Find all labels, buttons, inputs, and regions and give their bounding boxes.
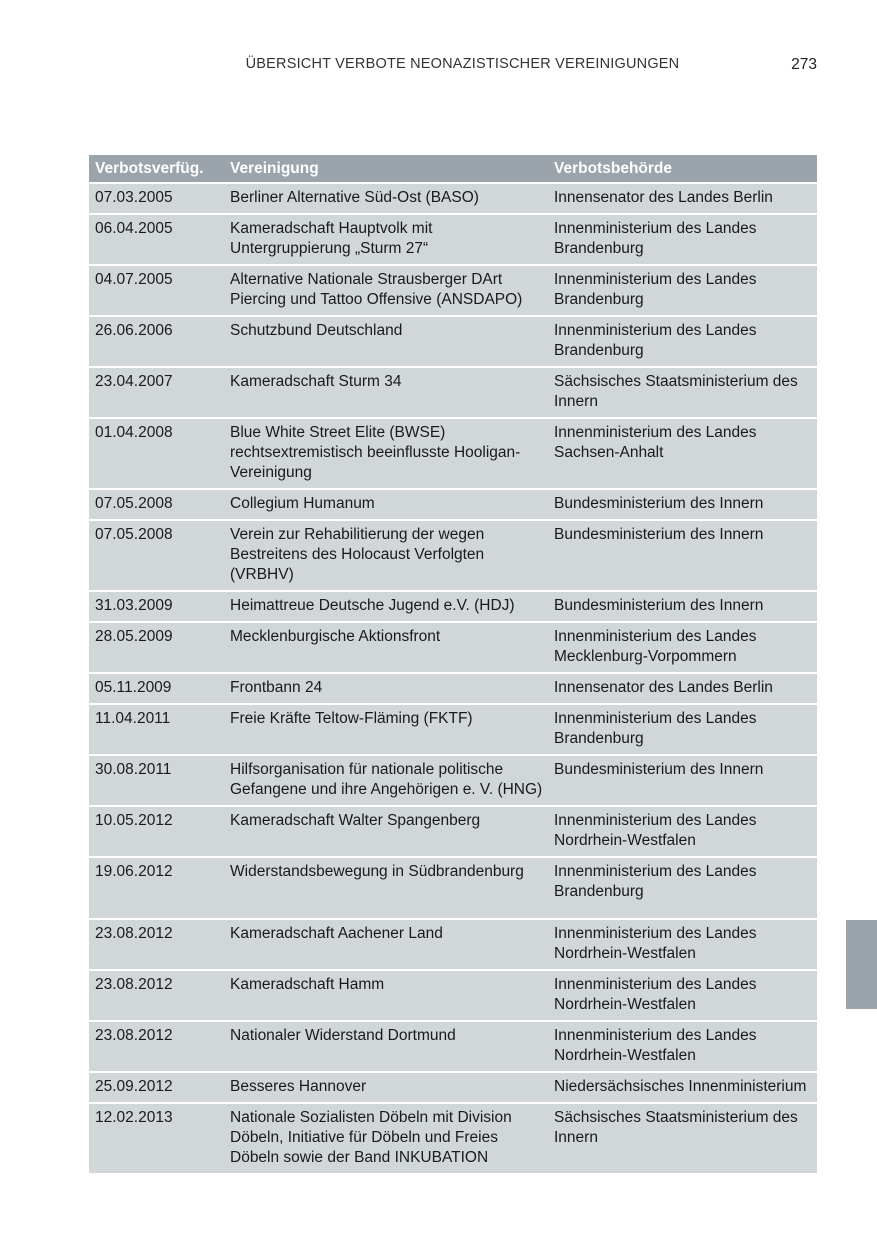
cell-organization: Kameradschaft Walter Spangenberg bbox=[224, 806, 548, 857]
cell-authority: Innenministerium des Landes Nordrhein-Westfalen bbox=[548, 970, 817, 1021]
table-row bbox=[89, 1021, 817, 1072]
cell-date: 26.06.2006 bbox=[89, 316, 224, 367]
cell-organization: Heimattreue Deutsche Jugend e.V. (HDJ) bbox=[224, 591, 548, 622]
cell-date: 01.04.2008 bbox=[89, 418, 224, 489]
cell-date: 07.05.2008 bbox=[89, 520, 224, 591]
table-header-row bbox=[89, 155, 817, 183]
cell-organization: Alternative Nationale Strausberger DArt Piercing und Tattoo Offensive (ANSDAPO) bbox=[224, 265, 548, 316]
cell-organization: Widerstandsbewegung in Südbrandenburg bbox=[224, 857, 548, 919]
cell-organization: Hilfsorganisation für nationale politische Gefangene und ihre Angehörigen e. V. (HNG) bbox=[224, 755, 548, 806]
ban-table bbox=[89, 155, 817, 1173]
cell-date: 07.03.2005 bbox=[89, 183, 224, 214]
running-head: ÜBERSICHT VERBOTE NEONAZISTISCHER VEREINIGUNGEN bbox=[245, 56, 680, 72]
cell-organization: Schutzbund Deutschland bbox=[224, 316, 548, 367]
header-organization: Vereinigung bbox=[224, 155, 548, 183]
cell-authority: Sächsisches Staatsministerium des Innern bbox=[548, 367, 817, 418]
cell-date: 10.05.2012 bbox=[89, 806, 224, 857]
cell-date: 25.09.2012 bbox=[89, 1072, 224, 1103]
table-row bbox=[89, 622, 817, 673]
cell-authority: Innensenator des Landes Berlin bbox=[548, 673, 817, 704]
cell-date: 11.04.2011 bbox=[89, 704, 224, 755]
cell-date: 04.07.2005 bbox=[89, 265, 224, 316]
cell-authority: Innensenator des Landes Berlin bbox=[548, 183, 817, 214]
cell-organization: Collegium Humanum bbox=[224, 489, 548, 520]
cell-date: 23.08.2012 bbox=[89, 919, 224, 970]
cell-organization: Nationaler Widerstand Dortmund bbox=[224, 1021, 548, 1072]
cell-organization: Besseres Hannover bbox=[224, 1072, 548, 1103]
cell-authority: Bundesministerium des Innern bbox=[548, 489, 817, 520]
table-row bbox=[89, 591, 817, 622]
cell-authority: Innenministerium des Landes Brandenburg bbox=[548, 704, 817, 755]
cell-authority: Innenministerium des Landes Sachsen-Anhalt bbox=[548, 418, 817, 489]
cell-date: 23.08.2012 bbox=[89, 970, 224, 1021]
table-row bbox=[89, 489, 817, 520]
cell-date: 30.08.2011 bbox=[89, 755, 224, 806]
table-row bbox=[89, 183, 817, 214]
cell-organization: Kameradschaft Sturm 34 bbox=[224, 367, 548, 418]
cell-date: 07.05.2008 bbox=[89, 489, 224, 520]
cell-organization: Nationale Sozialisten Döbeln mit Division Döbeln, Initiative für Döbeln und Freies Döbeln sowie der Band INKUBATION bbox=[224, 1103, 548, 1173]
cell-authority: Niedersächsisches Innenministerium bbox=[548, 1072, 817, 1103]
cell-authority: Innenministerium des Landes Mecklenburg-Vorpommern bbox=[548, 622, 817, 673]
cell-organization: Mecklenburgische Aktionsfront bbox=[224, 622, 548, 673]
table-header bbox=[89, 155, 817, 183]
page-number: 273 bbox=[791, 56, 817, 73]
table-row bbox=[89, 970, 817, 1021]
cell-organization: Blue White Street Elite (BWSE) rechtsextremistisch beeinflusste Hooligan-Vereinigung bbox=[224, 418, 548, 489]
cell-authority: Innenministerium des Landes Brandenburg bbox=[548, 214, 817, 265]
table-row bbox=[89, 367, 817, 418]
cell-date: 12.02.2013 bbox=[89, 1103, 224, 1173]
cell-date: 28.05.2009 bbox=[89, 622, 224, 673]
table-row bbox=[89, 520, 817, 591]
table-row bbox=[89, 214, 817, 265]
table-row bbox=[89, 265, 817, 316]
cell-organization: Kameradschaft Hamm bbox=[224, 970, 548, 1021]
table-row bbox=[89, 755, 817, 806]
cell-organization: Frontbann 24 bbox=[224, 673, 548, 704]
cell-authority: Innenministerium des Landes Brandenburg bbox=[548, 316, 817, 367]
cell-authority: Bundesministerium des Innern bbox=[548, 520, 817, 591]
header-date: Verbotsverfüg. bbox=[89, 155, 224, 183]
cell-date: 31.03.2009 bbox=[89, 591, 224, 622]
cell-authority: Innenministerium des Landes Brandenburg bbox=[548, 857, 817, 919]
cell-authority: Bundesministerium des Innern bbox=[548, 755, 817, 806]
cell-organization: Kameradschaft Aachener Land bbox=[224, 919, 548, 970]
cell-date: 23.08.2012 bbox=[89, 1021, 224, 1072]
table-row bbox=[89, 1103, 817, 1173]
cell-authority: Innenministerium des Landes Nordrhein-Westfalen bbox=[548, 1021, 817, 1072]
table-row bbox=[89, 704, 817, 755]
cell-organization: Kameradschaft Hauptvolk mit Untergruppierung „Sturm 27“ bbox=[224, 214, 548, 265]
cell-date: 05.11.2009 bbox=[89, 673, 224, 704]
cell-authority: Innenministerium des Landes Nordrhein-Westfalen bbox=[548, 919, 817, 970]
cell-organization: Berliner Alternative Süd-Ost (BASO) bbox=[224, 183, 548, 214]
table-row bbox=[89, 316, 817, 367]
cell-authority: Bundesministerium des Innern bbox=[548, 591, 817, 622]
cell-authority: Innenministerium des Landes Brandenburg bbox=[548, 265, 817, 316]
chapter-thumb-tab bbox=[846, 920, 877, 1009]
cell-date: 19.06.2012 bbox=[89, 857, 224, 919]
cell-authority: Innenministerium des Landes Nordrhein-Westfalen bbox=[548, 806, 817, 857]
cell-date: 23.04.2007 bbox=[89, 367, 224, 418]
header-authority: Verbotsbehörde bbox=[548, 155, 817, 183]
table-row bbox=[89, 919, 817, 970]
table-row bbox=[89, 857, 817, 919]
cell-authority: Sächsisches Staatsministerium des Innern bbox=[548, 1103, 817, 1173]
cell-date: 06.04.2005 bbox=[89, 214, 224, 265]
cell-organization: Verein zur Rehabilitierung der wegen Bestreitens des Holocaust Verfolgten (VRBHV) bbox=[224, 520, 548, 591]
table-body bbox=[89, 183, 817, 1173]
cell-organization: Freie Kräfte Teltow-Fläming (FKTF) bbox=[224, 704, 548, 755]
table-row bbox=[89, 1072, 817, 1103]
table-row bbox=[89, 806, 817, 857]
table-row bbox=[89, 673, 817, 704]
table-row bbox=[89, 418, 817, 489]
